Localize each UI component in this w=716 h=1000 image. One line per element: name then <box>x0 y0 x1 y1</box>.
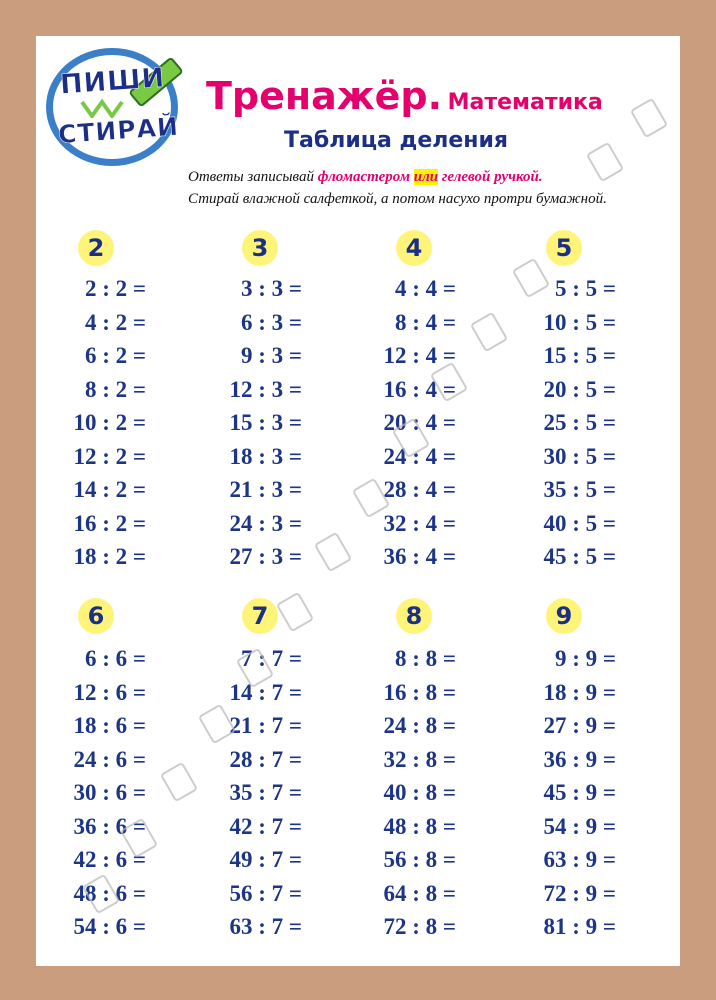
equation-row: 54 : 9 = <box>543 813 616 839</box>
instr-pen: гелевой ручкой. <box>441 169 543 185</box>
brand-logo <box>40 38 190 178</box>
equation-row: 15 : 3 = <box>229 410 302 435</box>
equation-row: 7 : 7 = <box>240 646 302 671</box>
equation-row: 28 : 7 = <box>229 746 302 772</box>
equation-row: 24 : 4 = <box>383 443 456 469</box>
equation-row: 32 : 8 = <box>383 746 456 772</box>
equation-row: 21 : 3 = <box>229 477 302 502</box>
equation-row: 56 : 7 = <box>229 880 302 906</box>
equation-row: 9 : 3 = <box>240 343 302 368</box>
equation-row: 10 : 2 = <box>73 410 146 435</box>
equation-row: 24 : 6 = <box>73 746 146 772</box>
equation-row: 54 : 6 = <box>73 914 146 939</box>
equation-row: 12 : 4 = <box>383 343 456 368</box>
equation-row: 18 : 2 = <box>73 544 146 569</box>
equation-row: 12 : 2 = <box>73 443 146 469</box>
divisor-badge: 7 <box>242 598 278 634</box>
instr-prefix: Ответы записывай <box>188 169 314 185</box>
equation-row: 27 : 9 = <box>543 713 616 738</box>
equation-row: 28 : 4 = <box>383 477 456 502</box>
equation-row: 25 : 5 = <box>543 410 616 435</box>
equation-row: 5 : 5 = <box>554 276 616 301</box>
equation-row: 8 : 4 = <box>394 309 456 335</box>
page-title <box>206 74 666 118</box>
equation-row: 6 : 6 = <box>84 646 146 671</box>
divisor-badge: 5 <box>546 230 582 266</box>
equation-row: 72 : 8 = <box>383 914 456 939</box>
equation-row: 14 : 2 = <box>73 477 146 502</box>
equation-row: 45 : 9 = <box>543 780 616 805</box>
equation-row: 64 : 8 = <box>383 880 456 906</box>
divisor-badge: 3 <box>242 230 278 266</box>
divisor-badge: 4 <box>396 230 432 266</box>
page-subtitle: Таблица деления <box>284 128 509 153</box>
equation-row: 36 : 4 = <box>383 544 456 569</box>
watermark-icon <box>470 312 509 353</box>
divisor-badge: 6 <box>78 598 114 634</box>
equation-row: 21 : 7 = <box>229 713 302 738</box>
divisor-badge: 8 <box>396 598 432 634</box>
title-sub: Математика <box>447 90 603 115</box>
equation-row: 30 : 5 = <box>543 443 616 469</box>
instr-or: или <box>413 169 439 185</box>
equation-row: 15 : 5 = <box>543 343 616 368</box>
equation-row: 10 : 5 = <box>543 309 616 335</box>
equation-row: 9 : 9 = <box>554 646 616 671</box>
watermark-icon <box>512 258 551 299</box>
equation-row: 27 : 3 = <box>229 544 302 569</box>
equation-row: 16 : 8 = <box>383 679 456 705</box>
equation-row: 81 : 9 = <box>543 914 616 939</box>
equation-row: 24 : 8 = <box>383 713 456 738</box>
divisor-badge: 2 <box>78 230 114 266</box>
equation-row: 48 : 8 = <box>383 813 456 839</box>
equation-row: 6 : 3 = <box>240 309 302 335</box>
watermark-icon <box>276 592 315 633</box>
equation-row: 2 : 2 = <box>84 276 146 301</box>
watermark-icon <box>314 532 353 573</box>
equation-row: 16 : 4 = <box>383 376 456 402</box>
equation-row: 4 : 2 = <box>84 309 146 335</box>
title-main: Тренажёр. <box>206 74 443 118</box>
equation-row: 30 : 6 = <box>73 780 146 805</box>
watermark-icon <box>160 762 199 803</box>
worksheet <box>36 36 680 966</box>
equation-row: 49 : 7 = <box>229 847 302 872</box>
equation-row: 42 : 6 = <box>73 847 146 872</box>
equation-row: 14 : 7 = <box>229 679 302 705</box>
equation-row: 36 : 9 = <box>543 746 616 772</box>
equation-row: 20 : 4 = <box>383 410 456 435</box>
equation-row: 32 : 4 = <box>383 510 456 536</box>
equation-row: 12 : 6 = <box>73 679 146 705</box>
equation-row: 4 : 4 = <box>394 276 456 301</box>
equation-row: 40 : 8 = <box>383 780 456 805</box>
equation-row: 8 : 8 = <box>394 646 456 671</box>
instr-marker: фломастером <box>317 169 410 185</box>
equation-row: 63 : 9 = <box>543 847 616 872</box>
equation-row: 16 : 2 = <box>73 510 146 536</box>
equation-row: 36 : 6 = <box>73 813 146 839</box>
equation-row: 72 : 9 = <box>543 880 616 906</box>
equation-row: 40 : 5 = <box>543 510 616 536</box>
equation-row: 48 : 6 = <box>73 880 146 906</box>
equation-row: 12 : 3 = <box>229 376 302 402</box>
equation-row: 45 : 5 = <box>543 544 616 569</box>
logo-word-write: ПИШИ <box>59 62 167 101</box>
equation-row: 42 : 7 = <box>229 813 302 839</box>
divisor-badge: 9 <box>546 598 582 634</box>
equation-row: 20 : 5 = <box>543 376 616 402</box>
instructions-line-2: Стирай влажной салфеткой, а потом насухо протри бумажной. <box>188 191 607 207</box>
equation-row: 18 : 6 = <box>73 713 146 738</box>
equation-row: 24 : 3 = <box>229 510 302 536</box>
equation-row: 18 : 3 = <box>229 443 302 469</box>
equation-row: 35 : 7 = <box>229 780 302 805</box>
equation-row: 56 : 8 = <box>383 847 456 872</box>
logo-word-erase: СТИРАЙ <box>57 111 180 150</box>
equation-row: 6 : 2 = <box>84 343 146 368</box>
equation-row: 35 : 5 = <box>543 477 616 502</box>
equation-row: 8 : 2 = <box>84 376 146 402</box>
equation-row: 3 : 3 = <box>240 276 302 301</box>
equation-row: 18 : 9 = <box>543 679 616 705</box>
equation-row: 63 : 7 = <box>229 914 302 939</box>
